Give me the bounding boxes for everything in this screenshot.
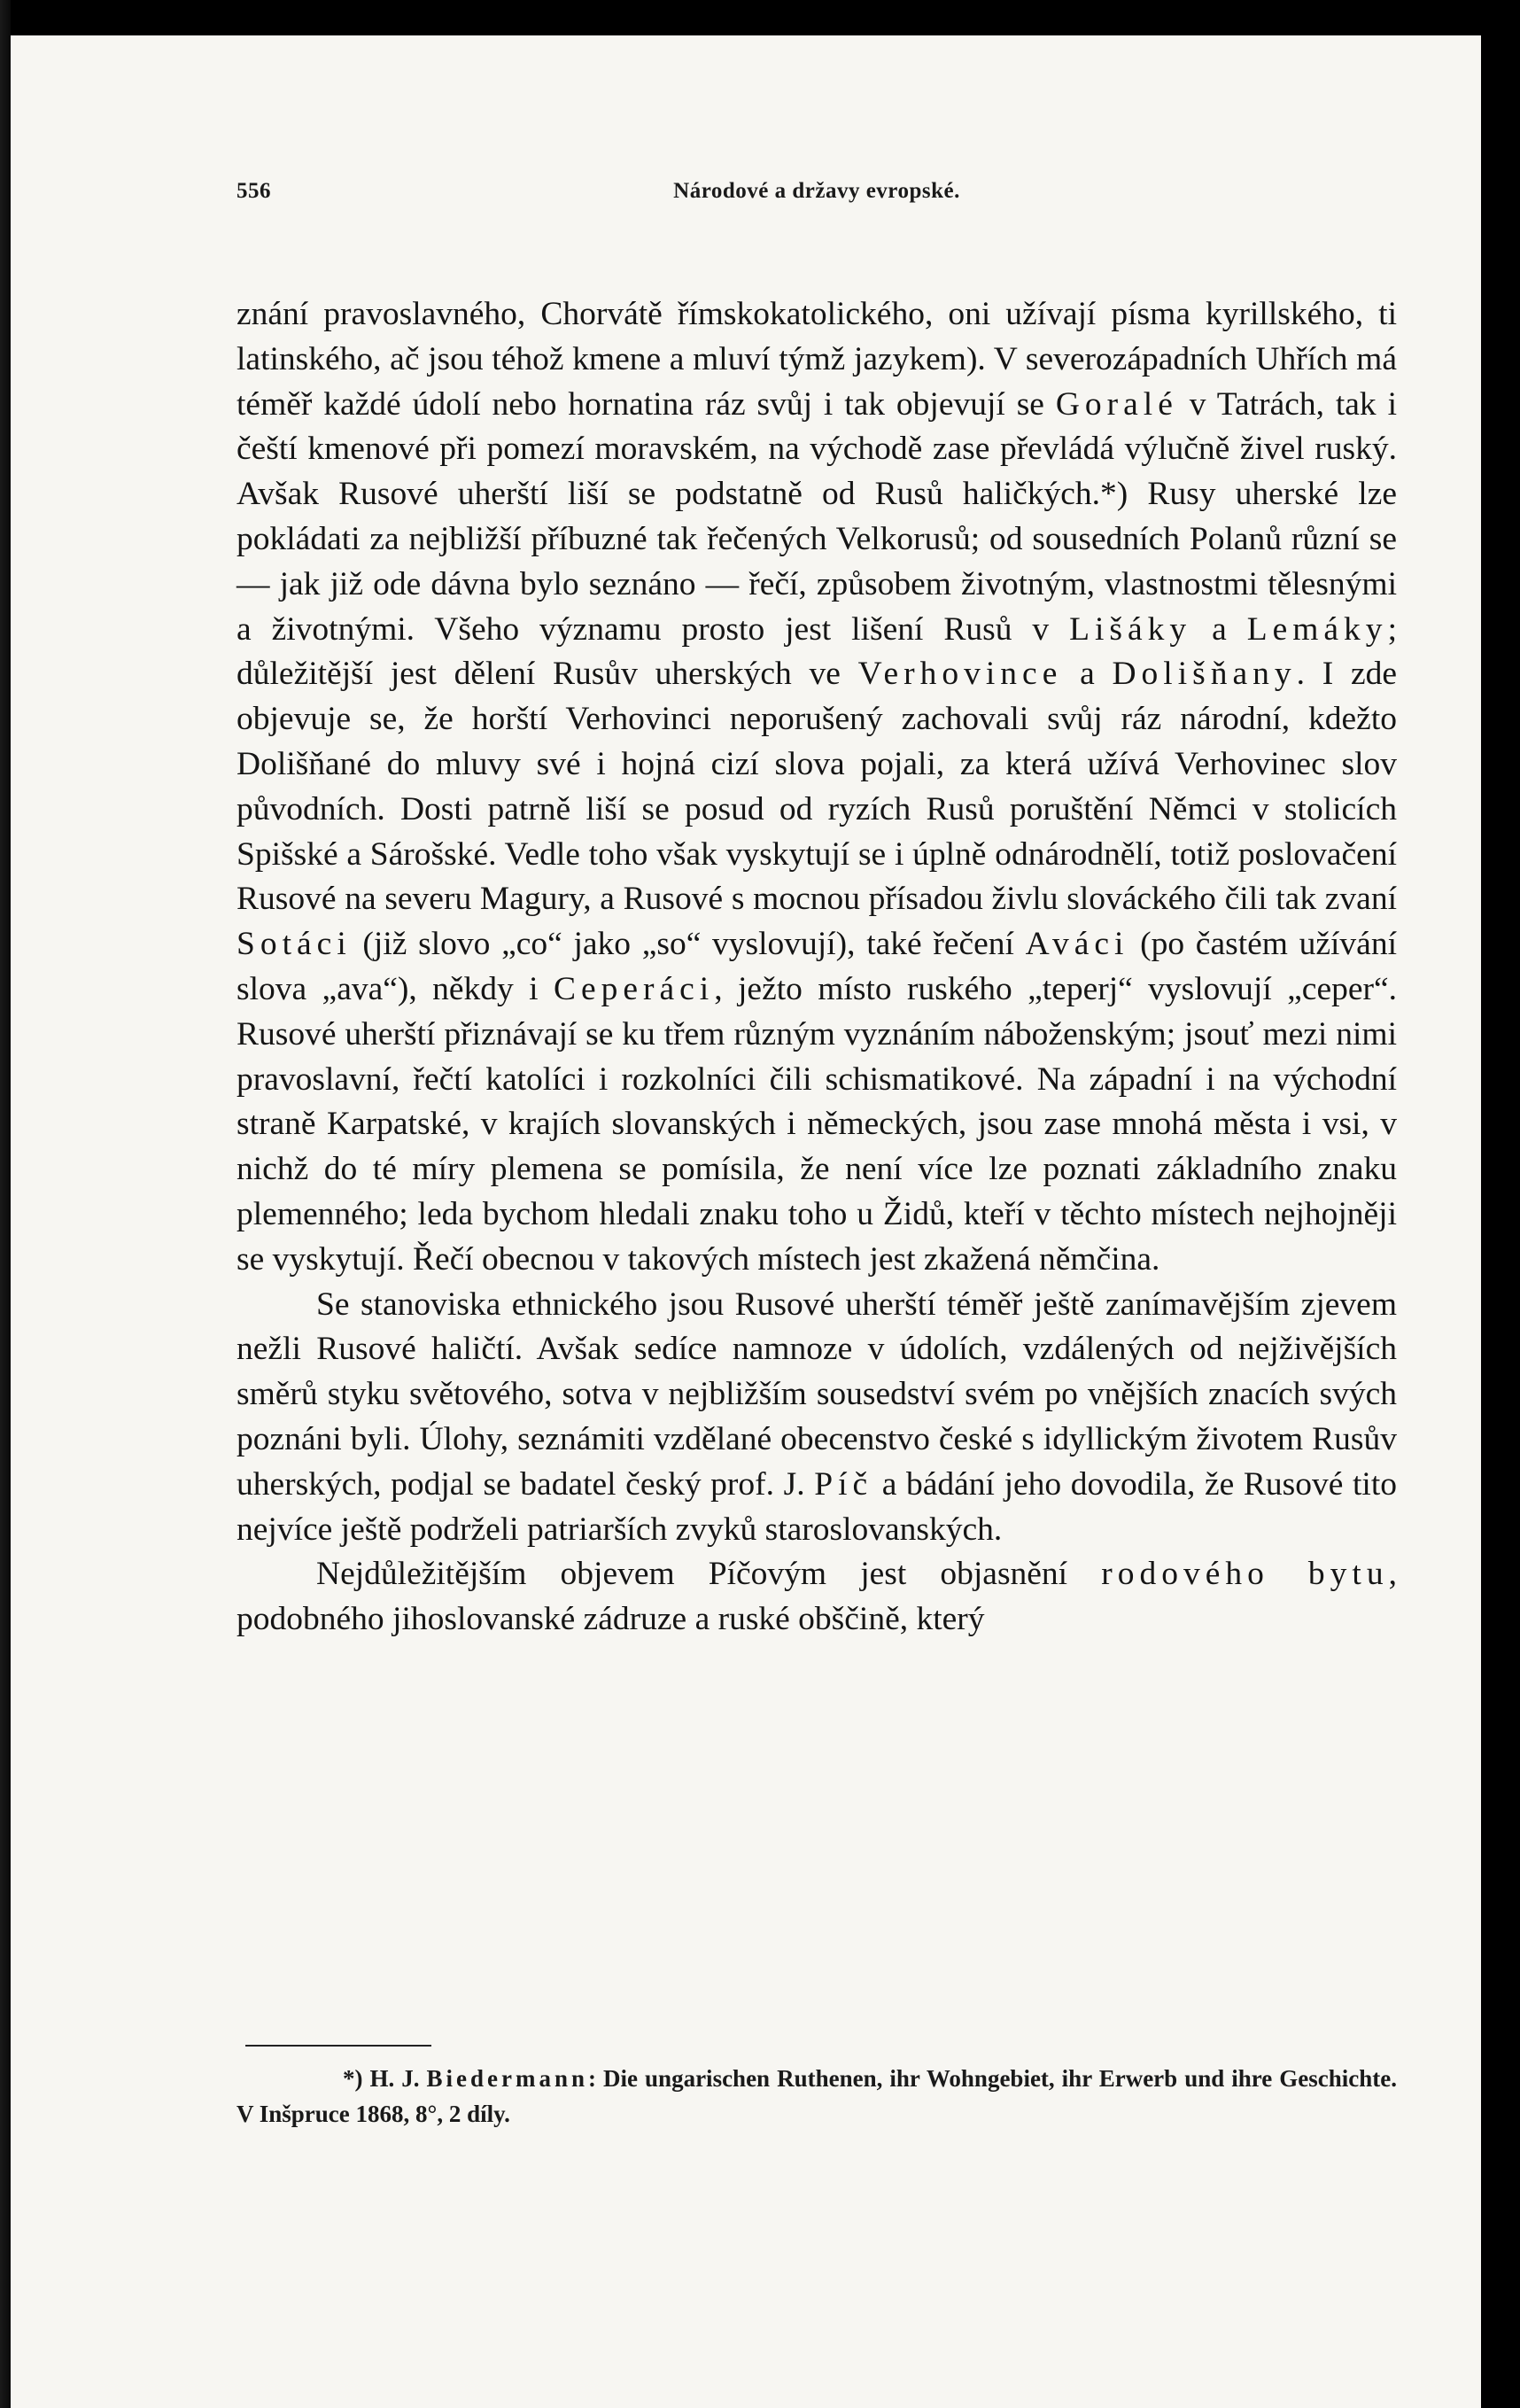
spaced-term-gorale: Goralé: [1055, 385, 1178, 423]
running-title: Národové a državy evropské.: [673, 179, 960, 203]
spaced-term-dolisnany: Dolišňany: [1112, 656, 1297, 693]
page-number: 556: [237, 179, 271, 203]
text-run: znání pravoslavného, Chorvátě římskokatolického, oni užívají písma kyrillského, ti latinského, ač jsou téhož kmene a mluví týmž jazykem). V severozápadních Uhřích má téměř každé údolí nebo hornatina ráz svůj i tak objevují se: [237, 296, 1397, 423]
footnote-text: : Die ungarischen Ruthenen, ihr Wohngebiet, ihr Erwerb und ihre Geschichte. V Inšpruce 1868, 8°, 2 díly.: [237, 2065, 1397, 2127]
book-page: [11, 35, 1481, 2408]
paragraph-3: [237, 1552, 1397, 1643]
spaced-term-lemaky: Lemáky: [1246, 610, 1388, 648]
text-run: (již slovo „co“ jako „so“ vyslovují), také řečení: [351, 926, 1026, 963]
text-run: a: [1191, 610, 1247, 648]
spaced-term-avaci: Aváci: [1025, 926, 1129, 963]
text-run: v Tatrách, tak i čeští kmenové při pomezí moravském, na východě zase převládá výlučně živel ruský. Avšak Rusové uherští liší se podstatně od Rusů haličkých.*) Rusy uherské lze pokládati za nejbližší příbuzné tak řečených Velkorusů; od sousedních Polanů různí se — jak již ode dávna bylo seznáno — řečí, způsobem životným, vlastnostmi tělesnými a životnými. Všeho významu prosto jest lišení Rusů v: [237, 385, 1397, 648]
footnote-rule: [245, 2045, 431, 2047]
page-header: [237, 179, 1397, 223]
paragraph-1: [237, 292, 1397, 1283]
spaced-term-lisaky: Lišáky: [1069, 610, 1192, 648]
body-text: [237, 292, 1397, 1643]
spaced-term-pic: Píč: [814, 1465, 873, 1503]
scan-edge: [0, 0, 11, 2408]
text-run: , podobného jihoslovanské zádruze a ruské obščině, který: [237, 1556, 1397, 1638]
spaced-term-ceperaci: Ceperáci: [553, 970, 715, 1007]
text-run: Nejdůležitějším objevem Píčovým jest objasnění: [316, 1556, 1102, 1593]
text-run: Se stanoviska ethnického jsou Rusové uherští téměř ještě zanímavějším zjevem nežli Rusové haličtí. Avšak sedíce namnoze v údolích, vzdálených od nejživějších směrů styku světového, sotva v nejbližším sousedství svém po vnějších znacích svých poznáni byli. Úlohy, seznámiti vzdělané obecenstvo české s idyllickým životem Rusův uherských, podjal se badatel český prof. J.: [237, 1286, 1397, 1503]
spaced-term-rodoveho-bytu: rodového bytu: [1101, 1556, 1389, 1593]
spaced-term-verhovince: Verhovince: [857, 656, 1063, 693]
text-run: a bádání jeho dovodila, že Rusové tito nejvíce ještě podrželi patriarších zvyků staroslovanských.: [237, 1465, 1397, 1548]
text-run: , ježto místo ruského „teperj“ vyslovují „ceper“. Rusové uherští přiznávají se ku třem různým vyznáním náboženským; jsouť mezi nimi pravoslavní, řečtí katolíci i rozkolníci čili schismatikové. Na západní i na východní straně Karpatské, v krajích slovanských i německých, jsou zase mnohá města i vsi, v nichž do té míry plemena se pomísila, že není více lze poznati základního znaku plemenného; leda bychom hledali znaku toho u Židů, kteří v těchto místech nejhojněji se vyskytují. Řečí obecnou v takových místech jest zkažená němčina.: [237, 970, 1397, 1278]
text-run: (po častém užívání slova „ava“), někdy i: [237, 926, 1397, 1007]
text-run: . I zde objevuje se, že horští Verhovinci neporušený zachovali svůj ráz národní, kdežto Dolišňané do mluvy své i hojná cizí slova pojali, za která užívá Verhovinec slov původních. Dosti patrně liší se posud od ryzích Rusů poruštění Němci v stolicích Spišské a Sárošské. Vedle toho však vyskytují se i úplně odnárodnělí, totiž poslovačení Rusové na severu Magury, a Rusové s mocnou přísadou živlu slováckého čili tak zvaní: [237, 656, 1397, 918]
footnote: [237, 2061, 1397, 2132]
footnote-prefix: *) H. J.: [343, 2065, 427, 2092]
footnote-author: Biedermann: [426, 2065, 589, 2092]
paragraph-2: [237, 1283, 1397, 1553]
spaced-term-sotaci: Sotáci: [237, 926, 352, 963]
text-run: ; důležitější jest dělení Rusův uherských ve: [237, 610, 1397, 693]
text-run: a: [1062, 656, 1113, 693]
